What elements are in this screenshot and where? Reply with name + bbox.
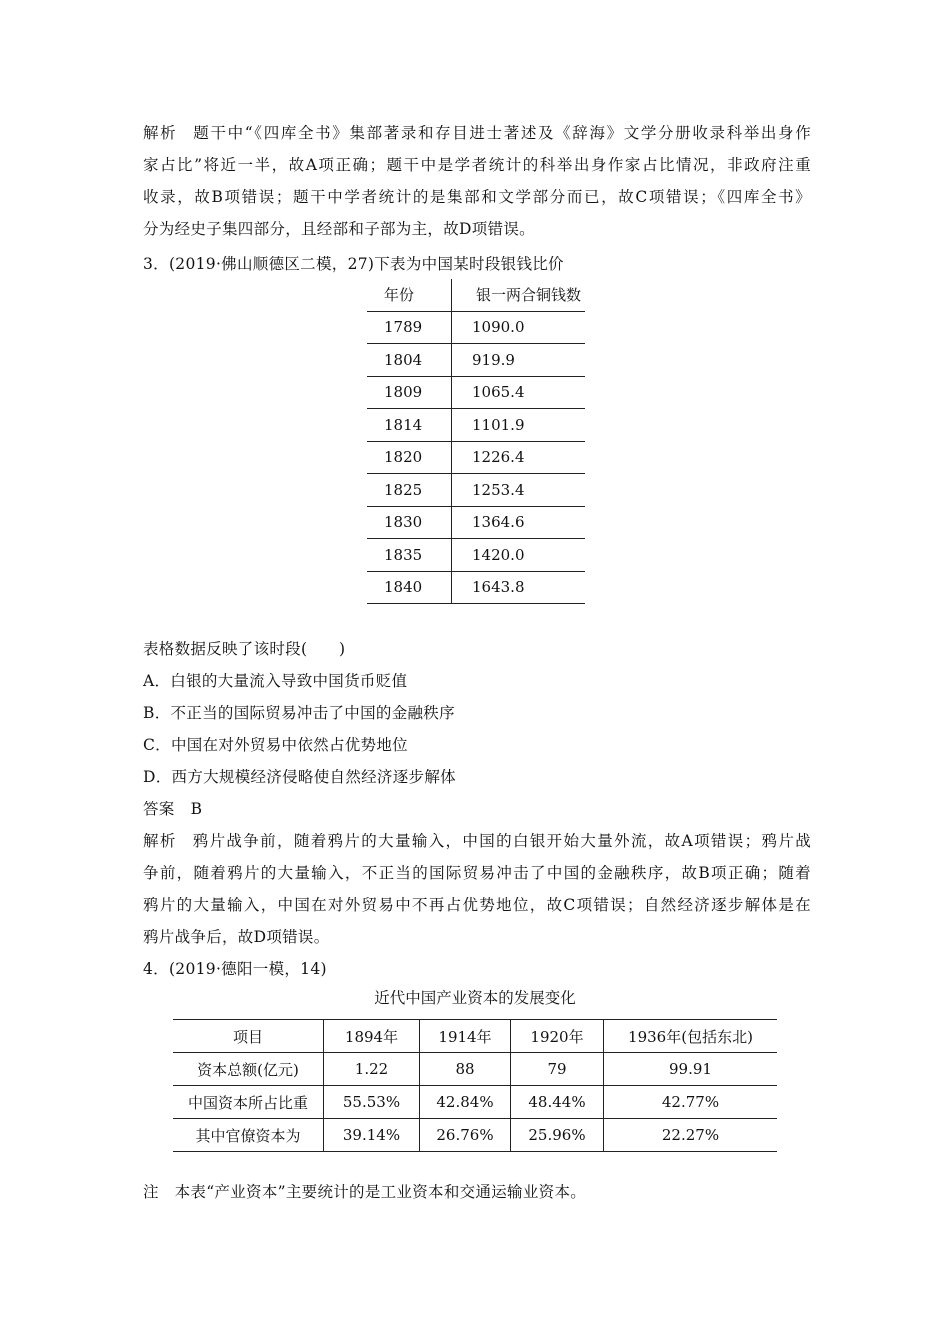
value-cell: 1643.8 — [452, 571, 586, 604]
column-header-year: 年份 — [367, 279, 452, 311]
option-a: A．白银的大量流入导致中国货币贬值 — [143, 672, 408, 690]
table-row — [367, 311, 585, 344]
value-cell: 42.77% — [604, 1086, 778, 1119]
row-label-cell: 资本总额(亿元) — [173, 1053, 324, 1086]
option-c: C．中国在对外贸易中依然占优势地位 — [143, 736, 408, 754]
table-row — [173, 1119, 777, 1152]
value-cell: 1090.0 — [452, 311, 586, 344]
question-4-stem: 4．(2019·德阳一模，14) — [143, 960, 327, 978]
value-cell: 99.91 — [604, 1053, 778, 1086]
column-header-item: 项目 — [173, 1020, 324, 1053]
analysis-paragraph-2 — [143, 826, 811, 858]
option-b: B．不正当的国际贸易冲击了中国的金融秩序 — [143, 704, 455, 722]
table-row — [173, 1086, 777, 1119]
question-3-prompt: 表格数据反映了该时段( ) — [143, 640, 346, 658]
analysis-paragraph-1 — [143, 118, 811, 150]
year-cell: 1830 — [367, 506, 452, 539]
column-header-1920: 1920年 — [511, 1020, 604, 1053]
value-cell: 88 — [420, 1053, 511, 1086]
year-cell: 1840 — [367, 571, 452, 604]
value-cell: 1226.4 — [452, 441, 586, 474]
value-cell: 39.14% — [324, 1119, 420, 1152]
value-cell: 1420.0 — [452, 539, 586, 572]
column-header-1914: 1914年 — [420, 1020, 511, 1053]
table-row — [367, 344, 585, 377]
year-cell: 1809 — [367, 376, 452, 409]
industrial-capital-table — [173, 1019, 777, 1152]
analysis-line: 家占比”将近一半，故A项正确；题干中是学者统计的科举出身作家占比情况，非政府注重 — [143, 156, 811, 174]
analysis-line: 鸦片战争后，故D项错误。 — [143, 928, 330, 946]
analysis-line: 题干中“《四库全书》集部著录和存目进士著述及《辞海》文学分册收录科举出身作 — [193, 124, 811, 142]
silver-copper-ratio-table — [367, 279, 585, 604]
year-cell: 1820 — [367, 441, 452, 474]
analysis-label: 解析 — [143, 124, 178, 142]
year-cell: 1825 — [367, 474, 452, 507]
analysis-line: 争前，随着鸦片的大量输入，不正当的国际贸易冲击了中国的金融秩序，故B项正确；随着 — [143, 864, 811, 882]
value-cell: 1253.4 — [452, 474, 586, 507]
value-cell: 919.9 — [452, 344, 586, 377]
year-cell: 1835 — [367, 539, 452, 572]
table-note: 注 本表“产业资本”主要统计的是工业资本和交通运输业资本。 — [143, 1183, 587, 1201]
table-header-row — [173, 1020, 777, 1053]
table-row — [367, 571, 585, 604]
value-cell: 1.22 — [324, 1053, 420, 1086]
value-cell: 1101.9 — [452, 409, 586, 442]
column-header-1894: 1894年 — [324, 1020, 420, 1053]
value-cell: 48.44% — [511, 1086, 604, 1119]
year-cell: 1814 — [367, 409, 452, 442]
table-header-row — [367, 279, 585, 311]
column-header-copper-coins: 银一两合铜钱数 — [452, 279, 586, 311]
value-cell: 79 — [511, 1053, 604, 1086]
analysis-line: 鸦片的大量输入，中国在对外贸易中不再占优势地位，故C项错误；自然经济逐步解体是在 — [143, 896, 811, 914]
table-row — [367, 474, 585, 507]
analysis-line: 分为经史子集四部分，且经部和子部为主，故D项错误。 — [143, 220, 535, 238]
analysis-line: 收录，故B项错误；题干中学者统计的是集部和文学部分而已，故C项错误；《四库全书》 — [143, 188, 811, 206]
table-row — [367, 376, 585, 409]
value-cell: 25.96% — [511, 1119, 604, 1152]
question-3-stem: 3．(2019·佛山顺德区二模，27)下表为中国某时段银钱比价 — [143, 255, 564, 273]
column-header-1936: 1936年(包括东北) — [604, 1020, 778, 1053]
table-row — [367, 441, 585, 474]
value-cell: 42.84% — [420, 1086, 511, 1119]
table-row — [367, 409, 585, 442]
answer-line — [143, 797, 202, 821]
analysis-label: 解析 — [143, 832, 177, 850]
option-d: D．西方大规模经济侵略使自然经济逐步解体 — [143, 768, 456, 786]
row-label-cell: 中国资本所占比重 — [173, 1086, 324, 1119]
value-cell: 22.27% — [604, 1119, 778, 1152]
analysis-line: 鸦片战争前，随着鸦片的大量输入，中国的白银开始大量外流，故A项错误；鸦片战 — [192, 832, 811, 850]
year-cell: 1804 — [367, 344, 452, 377]
table-row — [367, 539, 585, 572]
answer-value: B — [190, 800, 203, 818]
table-title: 近代中国产业资本的发展变化 — [374, 989, 576, 1007]
answer-label: 答案 — [143, 800, 175, 818]
value-cell: 55.53% — [324, 1086, 420, 1119]
value-cell: 1065.4 — [452, 376, 586, 409]
table-row — [367, 506, 585, 539]
year-cell: 1789 — [367, 311, 452, 344]
value-cell: 1364.6 — [452, 506, 586, 539]
value-cell: 26.76% — [420, 1119, 511, 1152]
table-row — [173, 1053, 777, 1086]
row-label-cell: 其中官僚资本为 — [173, 1119, 324, 1152]
